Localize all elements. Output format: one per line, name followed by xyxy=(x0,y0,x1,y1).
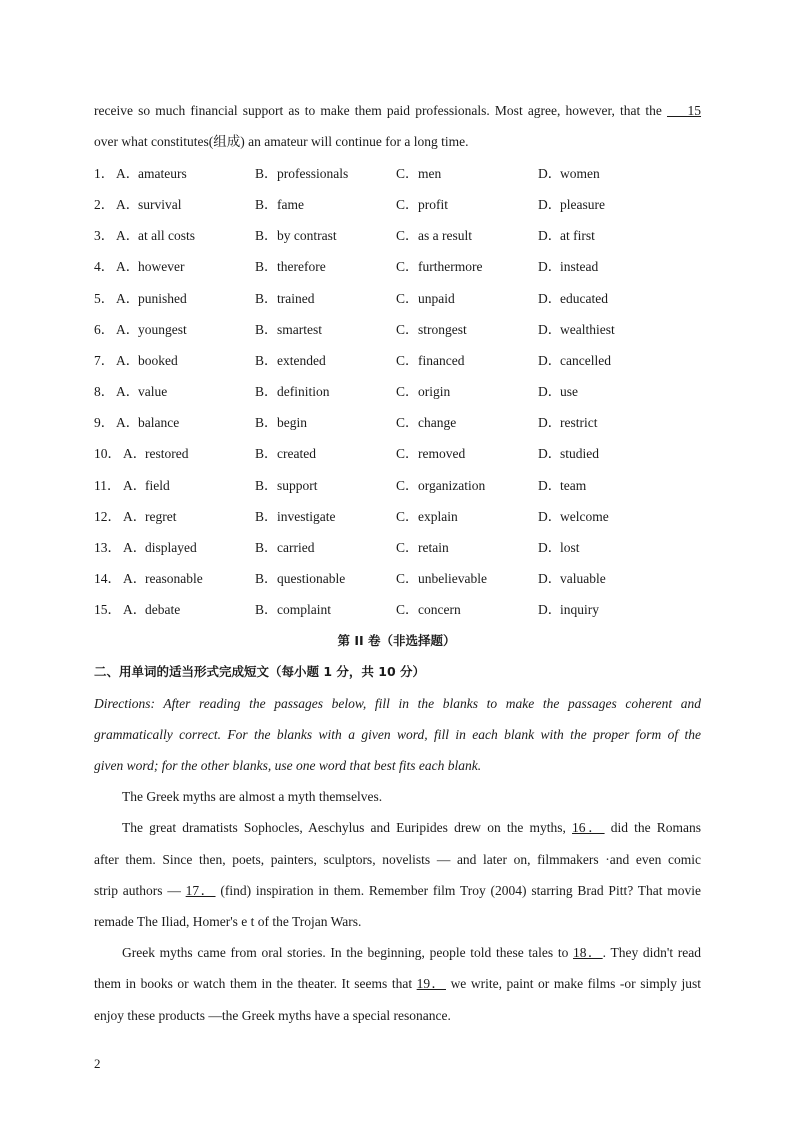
p2-text-c: the Romans xyxy=(634,820,702,835)
question-number: 13． xyxy=(94,540,121,555)
option-a[interactable] xyxy=(116,165,187,183)
option-text: inquiry xyxy=(560,602,599,617)
option-d[interactable] xyxy=(538,258,598,276)
option-text: amateurs xyxy=(138,166,187,181)
option-text: debate xyxy=(145,602,181,617)
directions-line-2: grammatically correct. For the blanks with a given word, fill in each blank with the proper form of the xyxy=(94,727,701,742)
question-number: 12． xyxy=(94,509,121,524)
option-text: therefore xyxy=(277,259,326,274)
directions-line-1: Directions: After reading the passages below, fill in the blanks to make the passages coherent and xyxy=(94,696,701,711)
question-number: 8． xyxy=(94,384,115,399)
p2-text-b: did xyxy=(610,820,628,835)
option-letter: A． xyxy=(116,197,140,212)
option-text: youngest xyxy=(138,322,187,337)
option-text: financed xyxy=(418,353,465,368)
passage-text: receive so much financial support as to make them paid professionals. Most agree, however, that the xyxy=(94,103,662,118)
option-text: furthermore xyxy=(418,259,483,274)
option-b[interactable] xyxy=(255,258,326,276)
option-letter: D． xyxy=(538,166,562,181)
option-letter: B． xyxy=(255,540,278,555)
option-text: support xyxy=(277,478,318,493)
option-text: strongest xyxy=(418,322,467,337)
passage-line-1 xyxy=(94,102,701,120)
option-b[interactable] xyxy=(255,445,316,463)
option-text: concern xyxy=(418,602,461,617)
option-letter: D． xyxy=(538,446,562,461)
option-letter: B． xyxy=(255,446,278,461)
option-letter: D． xyxy=(538,228,562,243)
option-text: regret xyxy=(145,509,177,524)
option-text: removed xyxy=(418,446,466,461)
question-number: 6． xyxy=(94,322,115,337)
option-letter: D． xyxy=(538,571,562,586)
question-number: 15． xyxy=(94,602,121,617)
option-a[interactable] xyxy=(116,383,167,401)
option-text: welcome xyxy=(560,509,609,524)
option-text: cancelled xyxy=(560,353,611,368)
question-number: 4． xyxy=(94,259,115,274)
option-text: trained xyxy=(277,291,315,306)
option-a[interactable] xyxy=(116,321,187,339)
option-b[interactable] xyxy=(255,508,335,526)
question-number: 5． xyxy=(94,291,115,306)
option-text: definition xyxy=(277,384,330,399)
option-text: women xyxy=(560,166,600,181)
option-letter: B． xyxy=(255,228,278,243)
option-c[interactable] xyxy=(396,258,482,276)
option-letter: C． xyxy=(396,291,419,306)
option-c[interactable] xyxy=(396,445,465,463)
blank-15: 15 xyxy=(687,103,702,118)
option-letter: C． xyxy=(396,571,419,586)
option-text: team xyxy=(560,478,587,493)
option-row xyxy=(94,321,714,339)
option-letter: A． xyxy=(123,478,147,493)
option-letter: B． xyxy=(255,353,278,368)
paragraph-3-line-3: enjoy these products —the Greek myths have a special resonance. xyxy=(94,1008,451,1023)
option-letter: C． xyxy=(396,353,419,368)
paragraph-3-line-2 xyxy=(94,975,701,993)
option-row xyxy=(94,196,714,214)
option-text: created xyxy=(277,446,316,461)
option-letter: C． xyxy=(396,478,419,493)
option-text: displayed xyxy=(145,540,197,555)
option-letter: D． xyxy=(538,478,562,493)
question-number: 14． xyxy=(94,571,121,586)
option-text: retain xyxy=(418,540,449,555)
option-text: use xyxy=(560,384,578,399)
option-text: change xyxy=(418,415,457,430)
option-letter: B． xyxy=(255,384,278,399)
option-c[interactable] xyxy=(396,539,449,557)
option-d[interactable] xyxy=(538,383,578,401)
option-letter: B． xyxy=(255,571,278,586)
option-b[interactable] xyxy=(255,414,307,432)
option-b[interactable] xyxy=(255,570,345,588)
paragraph-3-line-1 xyxy=(122,944,701,962)
option-letter: A． xyxy=(116,415,140,430)
option-text: value xyxy=(138,384,168,399)
option-a[interactable] xyxy=(123,570,203,588)
option-b[interactable] xyxy=(255,290,314,308)
option-text: balance xyxy=(138,415,180,430)
p3-line2-a: them in books or watch them in the theater. It seems that xyxy=(94,976,413,991)
blank-16: 16． xyxy=(572,820,605,835)
option-text: as a result xyxy=(418,228,472,243)
option-text: educated xyxy=(560,291,608,306)
option-a[interactable] xyxy=(116,290,187,308)
option-a[interactable] xyxy=(116,196,182,214)
option-text: punished xyxy=(138,291,187,306)
option-letter: C． xyxy=(396,228,419,243)
option-c[interactable] xyxy=(396,570,487,588)
option-letter: C． xyxy=(396,197,419,212)
option-text: unpaid xyxy=(418,291,455,306)
option-letter: A． xyxy=(123,509,147,524)
option-text: by contrast xyxy=(277,228,337,243)
option-letter: B． xyxy=(255,415,278,430)
p3-text-b: . They didn't read xyxy=(602,945,701,960)
blank-17: 17． xyxy=(185,883,216,898)
p3-line2-b: we write, paint or make films -or simply just xyxy=(450,976,702,991)
option-text: reasonable xyxy=(145,571,203,586)
option-letter: A． xyxy=(123,571,147,586)
option-letter: C． xyxy=(396,384,419,399)
option-letter: B． xyxy=(255,291,278,306)
option-letter: B． xyxy=(255,259,278,274)
option-text: restrict xyxy=(560,415,598,430)
option-b[interactable] xyxy=(255,165,348,183)
option-d[interactable] xyxy=(538,414,597,432)
p3-text-a: Greek myths came from oral stories. In the beginning, people told these tales to xyxy=(122,945,569,960)
option-text: profit xyxy=(418,197,448,212)
option-letter: C． xyxy=(396,259,419,274)
option-text: booked xyxy=(138,353,178,368)
option-a[interactable] xyxy=(116,414,179,432)
option-c[interactable] xyxy=(396,601,461,619)
option-letter: D． xyxy=(538,384,562,399)
option-row xyxy=(94,165,714,183)
option-d[interactable] xyxy=(538,445,599,463)
option-d[interactable] xyxy=(538,290,608,308)
paragraph-2-line-2: after them. Since then, poets, painters, sculptors, novelists — and later on, filmmakers ·and even comic xyxy=(94,852,701,867)
option-text: questionable xyxy=(277,571,346,586)
paragraph-2-line-1 xyxy=(122,819,701,837)
section-heading: 第 II 卷（非选择题） xyxy=(337,633,456,648)
part-title: 二、用单词的适当形式完成短文（每小题 1 分，共 10 分） xyxy=(94,664,426,679)
option-a[interactable] xyxy=(123,445,188,463)
option-letter: C． xyxy=(396,166,419,181)
option-letter: C． xyxy=(396,540,419,555)
question-number: 3． xyxy=(94,228,115,243)
option-row xyxy=(94,352,714,370)
option-d[interactable] xyxy=(538,539,580,557)
question-number: 11． xyxy=(94,478,121,493)
option-letter: A． xyxy=(123,602,147,617)
directions-line-3: given word; for the other blanks, use one word that best fits each blank. xyxy=(94,758,482,773)
option-letter: B． xyxy=(255,166,278,181)
option-d[interactable] xyxy=(538,570,606,588)
option-text: at first xyxy=(560,228,595,243)
option-text: smartest xyxy=(277,322,322,337)
option-text: pleasure xyxy=(560,197,605,212)
paragraph-2-line-3 xyxy=(94,882,701,900)
option-text: origin xyxy=(418,384,451,399)
option-row xyxy=(94,508,714,526)
question-number: 7． xyxy=(94,353,115,368)
option-letter: A． xyxy=(116,322,140,337)
option-text: field xyxy=(145,478,170,493)
option-letter: D． xyxy=(538,602,562,617)
option-letter: A． xyxy=(116,384,140,399)
option-c[interactable] xyxy=(396,321,467,339)
question-number: 10． xyxy=(94,446,121,461)
option-c[interactable] xyxy=(396,290,455,308)
option-d[interactable] xyxy=(538,321,615,339)
option-text: survival xyxy=(138,197,182,212)
option-row xyxy=(94,539,714,557)
option-c[interactable] xyxy=(396,165,441,183)
option-c[interactable] xyxy=(396,508,458,526)
option-row xyxy=(94,227,714,245)
option-letter: A． xyxy=(116,353,140,368)
option-text: however xyxy=(138,259,185,274)
option-text: professionals xyxy=(277,166,349,181)
option-d[interactable] xyxy=(538,508,609,526)
option-letter: B． xyxy=(255,509,278,524)
option-letter: A． xyxy=(123,540,147,555)
option-text: studied xyxy=(560,446,599,461)
paragraph-1: The Greek myths are almost a myth themselves. xyxy=(122,789,383,804)
option-text: men xyxy=(418,166,442,181)
option-text: unbelievable xyxy=(418,571,487,586)
option-text: at all costs xyxy=(138,228,195,243)
option-text: fame xyxy=(277,197,304,212)
option-b[interactable] xyxy=(255,352,326,370)
option-d[interactable] xyxy=(538,227,595,245)
p2-line3-a: strip authors — xyxy=(94,883,181,898)
option-a[interactable] xyxy=(116,352,178,370)
option-letter: D． xyxy=(538,415,562,430)
option-letter: C． xyxy=(396,446,419,461)
blank-18: 18． xyxy=(573,945,603,960)
question-number: 2． xyxy=(94,197,115,212)
option-text: begin xyxy=(277,415,307,430)
paragraph-2-line-4: remade The Iliad, Homer's e t of the Trojan Wars. xyxy=(94,914,362,929)
option-d[interactable] xyxy=(538,601,599,619)
option-text: complaint xyxy=(277,602,331,617)
option-row xyxy=(94,290,714,308)
option-c[interactable] xyxy=(396,383,450,401)
option-a[interactable] xyxy=(123,477,170,495)
option-letter: C． xyxy=(396,415,419,430)
option-letter: D． xyxy=(538,259,562,274)
option-text: carried xyxy=(277,540,315,555)
option-text: organization xyxy=(418,478,486,493)
question-number: 9． xyxy=(94,415,115,430)
option-text: lost xyxy=(560,540,580,555)
question-number: 1． xyxy=(94,166,115,181)
option-row xyxy=(94,383,714,401)
option-letter: B． xyxy=(255,322,278,337)
option-b[interactable] xyxy=(255,539,314,557)
option-text: instead xyxy=(560,259,599,274)
option-letter: C． xyxy=(396,602,419,617)
option-letter: A． xyxy=(116,259,140,274)
option-row xyxy=(94,258,714,276)
option-b[interactable] xyxy=(255,227,337,245)
option-letter: D． xyxy=(538,353,562,368)
option-b[interactable] xyxy=(255,601,331,619)
option-letter: D． xyxy=(538,291,562,306)
option-letter: A． xyxy=(123,446,147,461)
option-letter: B． xyxy=(255,197,278,212)
option-d[interactable] xyxy=(538,352,611,370)
option-row xyxy=(94,477,714,495)
blank-19: 19． xyxy=(416,976,446,991)
option-c[interactable] xyxy=(396,477,485,495)
page-number: 2 xyxy=(94,1056,101,1071)
option-a[interactable] xyxy=(123,601,180,619)
option-text: wealthiest xyxy=(560,322,615,337)
option-text: extended xyxy=(277,353,326,368)
option-letter: A． xyxy=(116,166,140,181)
option-letter: D． xyxy=(538,197,562,212)
option-b[interactable] xyxy=(255,196,304,214)
option-text: restored xyxy=(145,446,189,461)
option-letter: D． xyxy=(538,540,562,555)
option-a[interactable] xyxy=(116,227,195,245)
option-c[interactable] xyxy=(396,227,472,245)
option-b[interactable] xyxy=(255,321,322,339)
option-a[interactable] xyxy=(123,539,197,557)
option-text: valuable xyxy=(560,571,606,586)
option-a[interactable] xyxy=(123,508,176,526)
p2-line3-b: (find) inspiration in them. Remember film Troy (2004) starring Brad Pitt? That movie xyxy=(220,883,702,898)
option-a[interactable] xyxy=(116,258,184,276)
option-letter: C． xyxy=(396,509,419,524)
option-b[interactable] xyxy=(255,383,330,401)
option-letter: D． xyxy=(538,322,562,337)
option-d[interactable] xyxy=(538,196,605,214)
option-letter: A． xyxy=(116,291,140,306)
option-letter: A． xyxy=(116,228,140,243)
option-row xyxy=(94,601,714,619)
option-row xyxy=(94,414,714,432)
option-c[interactable] xyxy=(396,414,456,432)
option-row xyxy=(94,570,714,588)
option-letter: B． xyxy=(255,478,278,493)
option-row xyxy=(94,445,714,463)
option-text: explain xyxy=(418,509,458,524)
option-d[interactable] xyxy=(538,165,600,183)
option-b[interactable] xyxy=(255,477,318,495)
option-c[interactable] xyxy=(396,352,464,370)
option-d[interactable] xyxy=(538,477,586,495)
option-letter: B． xyxy=(255,602,278,617)
option-letter: C． xyxy=(396,322,419,337)
p2-text-a: The great dramatists Sophocles, Aeschylus and Euripides drew on the myths, xyxy=(122,820,566,835)
option-letter: D． xyxy=(538,509,562,524)
passage-line-2: over what constitutes(组成) an amateur will continue for a long time. xyxy=(94,134,469,149)
option-c[interactable] xyxy=(396,196,448,214)
option-text: investigate xyxy=(277,509,336,524)
